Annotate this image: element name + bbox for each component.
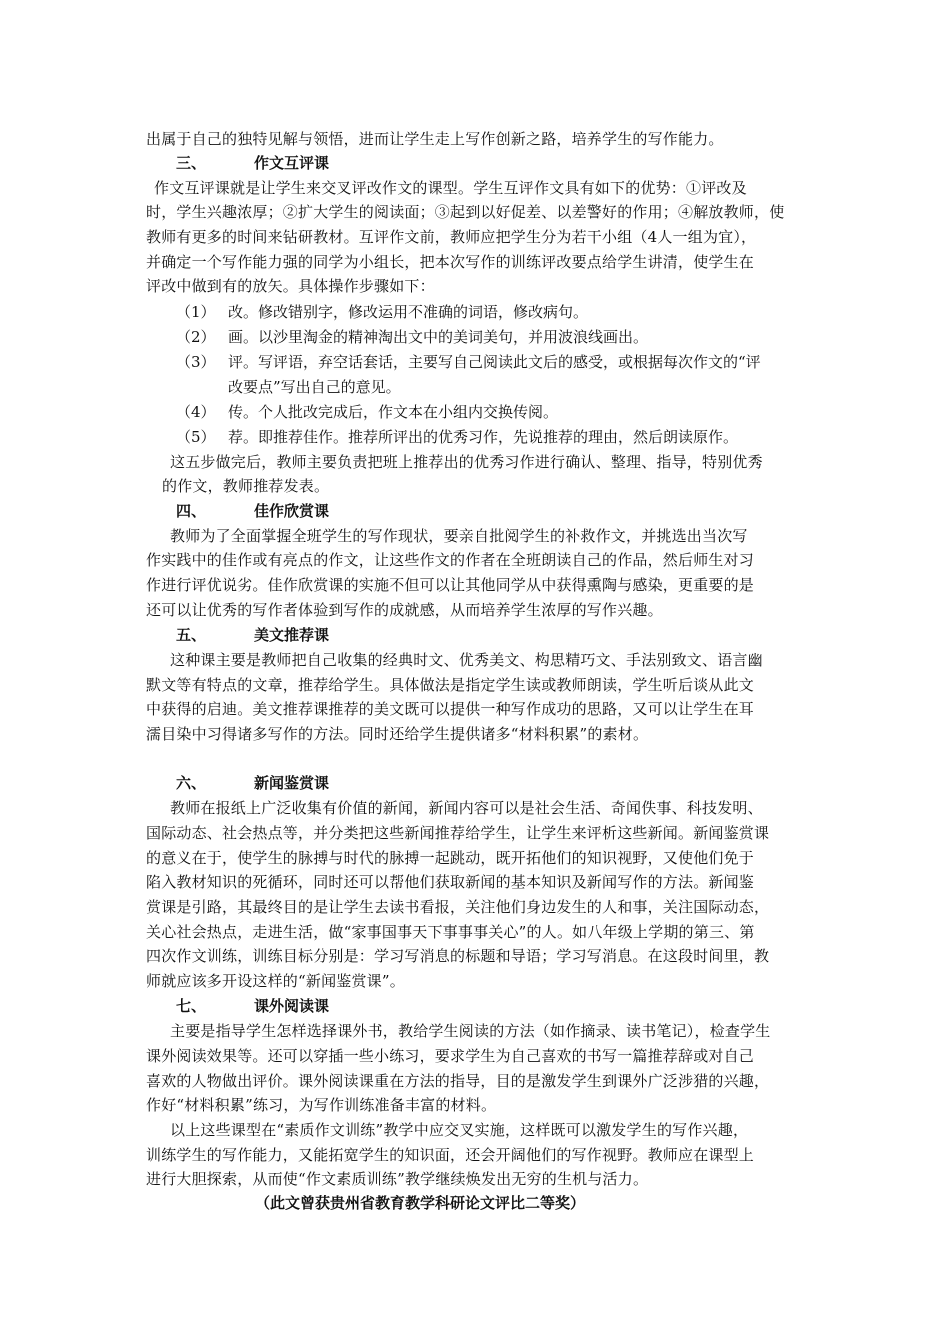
section-number: 三、 xyxy=(176,154,207,172)
conclusion-line: 训练学生的写作能力，又能拓宽学生的知识面，还会开阔他们的写作视野。教师应在课型上 xyxy=(146,1146,755,1164)
paragraph-line: 并确定一个写作能力强的同学为小组长，把本次写作的训练评改要点给学生讲清，使学生在 xyxy=(146,253,755,271)
section-title: 佳作欣赏课 xyxy=(254,502,330,520)
section-heading-5 xyxy=(176,624,329,646)
section-number: 五、 xyxy=(176,626,207,644)
paragraph-line: 师就应该多开设这样的“新闻鉴赏课”。 xyxy=(146,972,405,990)
paragraph-line: 的意义在于，使学生的脉搏与时代的脉搏一起跳动，既开拓他们的知识视野，又使他们免于 xyxy=(146,849,755,867)
paragraph-line: 默文等有特点的文章，推荐给学生。具体做法是指定学生读或教师朗读，学生听后谈从此文 xyxy=(146,676,755,694)
section-heading-3 xyxy=(176,152,329,174)
step-number: （1） xyxy=(176,303,216,321)
step-text: 评。写评语，弃空话套话，主要写自己阅读此文后的感受，或根据每次作文的“评 xyxy=(228,353,761,371)
paragraph-line: 濡目染中习得诸多写作的方法。同时还给学生提供诸多“材料积累”的素材。 xyxy=(146,725,649,743)
step-number: （3） xyxy=(176,353,216,371)
paragraph-line: 教师有更多的时间来钻研教材。互评作文前，教师应把学生分为若干小组（4人一组为宜）， xyxy=(146,228,757,246)
step-number: （4） xyxy=(176,403,216,421)
paragraph-line: 教师在报纸上广泛收集有价值的新闻，新闻内容可以是社会生活、奇闻佚事、科技发明、 xyxy=(170,799,763,817)
paragraph-line: 课外阅读效果等。还可以穿插一些小练习，要求学生为自己喜欢的书写一篇推荐辞或对自己 xyxy=(146,1047,755,1065)
paragraph-line: 教师为了全面掌握全班学生的写作现状，要亲自批阅学生的补救作文，并挑选出当次写 xyxy=(170,527,748,545)
paragraph-line: 作文互评课就是让学生来交叉评改作文的课型。学生互评作文具有如下的优势：①评改及 xyxy=(154,179,747,197)
section-title: 新闻鉴赏课 xyxy=(254,774,330,792)
paragraph-line: 陷入教材知识的死循环，同时还可以帮他们获取新闻的基本知识及新闻写作的方法。新闻鉴 xyxy=(146,873,755,891)
step-text: 传。个人批改完成后，作文本在小组内交换传阅。 xyxy=(228,403,559,421)
paragraph-line: 的作文，教师推荐发表。 xyxy=(162,477,330,495)
paragraph-line: 国际动态、社会热点等，并分类把这些新闻推荐给学生，让学生来评析这些新闻。新闻鉴赏课 xyxy=(146,824,770,842)
section-number: 四、 xyxy=(176,502,207,520)
paragraph-line: 还可以让优秀的写作者体验到写作的成就感，从而培养学生浓厚的写作兴趣。 xyxy=(146,601,663,619)
step-number: （5） xyxy=(176,428,216,446)
section-title: 课外阅读课 xyxy=(254,997,330,1015)
award-note: （此文曾获贵州省教育教学科研论文评比二等奖） xyxy=(255,1194,586,1212)
step-text: 改要点”写出自己的意见。 xyxy=(228,378,401,396)
section-heading-6 xyxy=(176,772,329,794)
paragraph-line: 评改中做到有的放矢。具体操作步骤如下： xyxy=(146,277,435,295)
step-text: 画。以沙里淘金的精神淘出文中的美词美句，并用波浪线画出。 xyxy=(228,328,649,346)
step-number: （2） xyxy=(176,328,216,346)
paragraph-line: 作进行评优说劣。佳作欣赏课的实施不但可以让其他同学从中获得熏陶与感染，更重要的是 xyxy=(146,576,755,594)
paragraph-line: 主要是指导学生怎样选择课外书，教给学生阅读的方法（如作摘录、读书笔记），检查学生 xyxy=(170,1022,771,1040)
paragraph-line: 作好“材料积累”练习，为写作训练准备丰富的材料。 xyxy=(146,1096,497,1114)
section-title: 作文互评课 xyxy=(254,154,330,172)
paragraph-line: 作实践中的佳作或有亮点的作文，让这些作文的作者在全班朗读自己的作品，然后师生对习 xyxy=(146,551,755,569)
conclusion-line: 以上这些课型在“素质作文训练”教学中应交叉实施，这样既可以激发学生的写作兴趣， xyxy=(170,1121,749,1139)
paragraph-line: 关心社会热点，走进生活，做“家事国事天下事事事关心”的人。如八年级上学期的第三、第 xyxy=(146,923,755,941)
section-heading-4 xyxy=(176,500,329,522)
paragraph-line: 四次作文训练，训练目标分别是：学习写消息的标题和导语；学习写消息。在这段时间里，教 xyxy=(146,947,770,965)
paragraph-line: 中获得的启迪。美文推荐课推荐的美文既可以提供一种写作成功的思路，又可以让学生在耳 xyxy=(146,700,755,718)
paragraph-line: 喜欢的人物做出评价。课外阅读课重在方法的指导，目的是激发学生到课外广泛涉猎的兴趣， xyxy=(146,1072,770,1090)
step-item xyxy=(176,351,761,398)
section-title: 美文推荐课 xyxy=(254,626,330,644)
section-number: 六、 xyxy=(176,774,207,792)
section-number: 七、 xyxy=(176,997,207,1015)
paragraph-line: 赏课是引路，其最终目的是让学生去读书看报，关注他们身边发生的人和事，关注国际动态， xyxy=(146,898,770,916)
section-heading-7 xyxy=(176,995,329,1017)
step-item xyxy=(176,326,648,348)
step-item xyxy=(176,426,738,448)
step-text: 荐。即推荐佳作。推荐所评出的优秀习作，先说推荐的理由，然后朗读原作。 xyxy=(228,428,739,446)
paragraph-line: 这种课主要是教师把自己收集的经典时文、优秀美文、构思精巧文、手法别致文、语言幽 xyxy=(170,651,763,669)
conclusion-line: 进行大胆探索，从而使“作文素质训练”教学继续焕发出无穷的生机与活力。 xyxy=(146,1170,649,1188)
step-text: 改。修改错别字，修改运用不准确的词语，修改病句。 xyxy=(228,303,589,321)
intro-line: 出属于自己的独特见解与领悟，进而让学生走上写作创新之路，培养学生的写作能力。 xyxy=(146,130,724,148)
step-item xyxy=(176,401,558,423)
paragraph-line: 时，学生兴趣浓厚；②扩大学生的阅读面；③起到以好促差、以差警好的作用；④解放教师，使 xyxy=(146,203,785,221)
step-item xyxy=(176,301,588,323)
paragraph-line: 这五步做完后，教师主要负责把班上推荐出的优秀习作进行确认、整理、指导，特别优秀 xyxy=(170,453,763,471)
